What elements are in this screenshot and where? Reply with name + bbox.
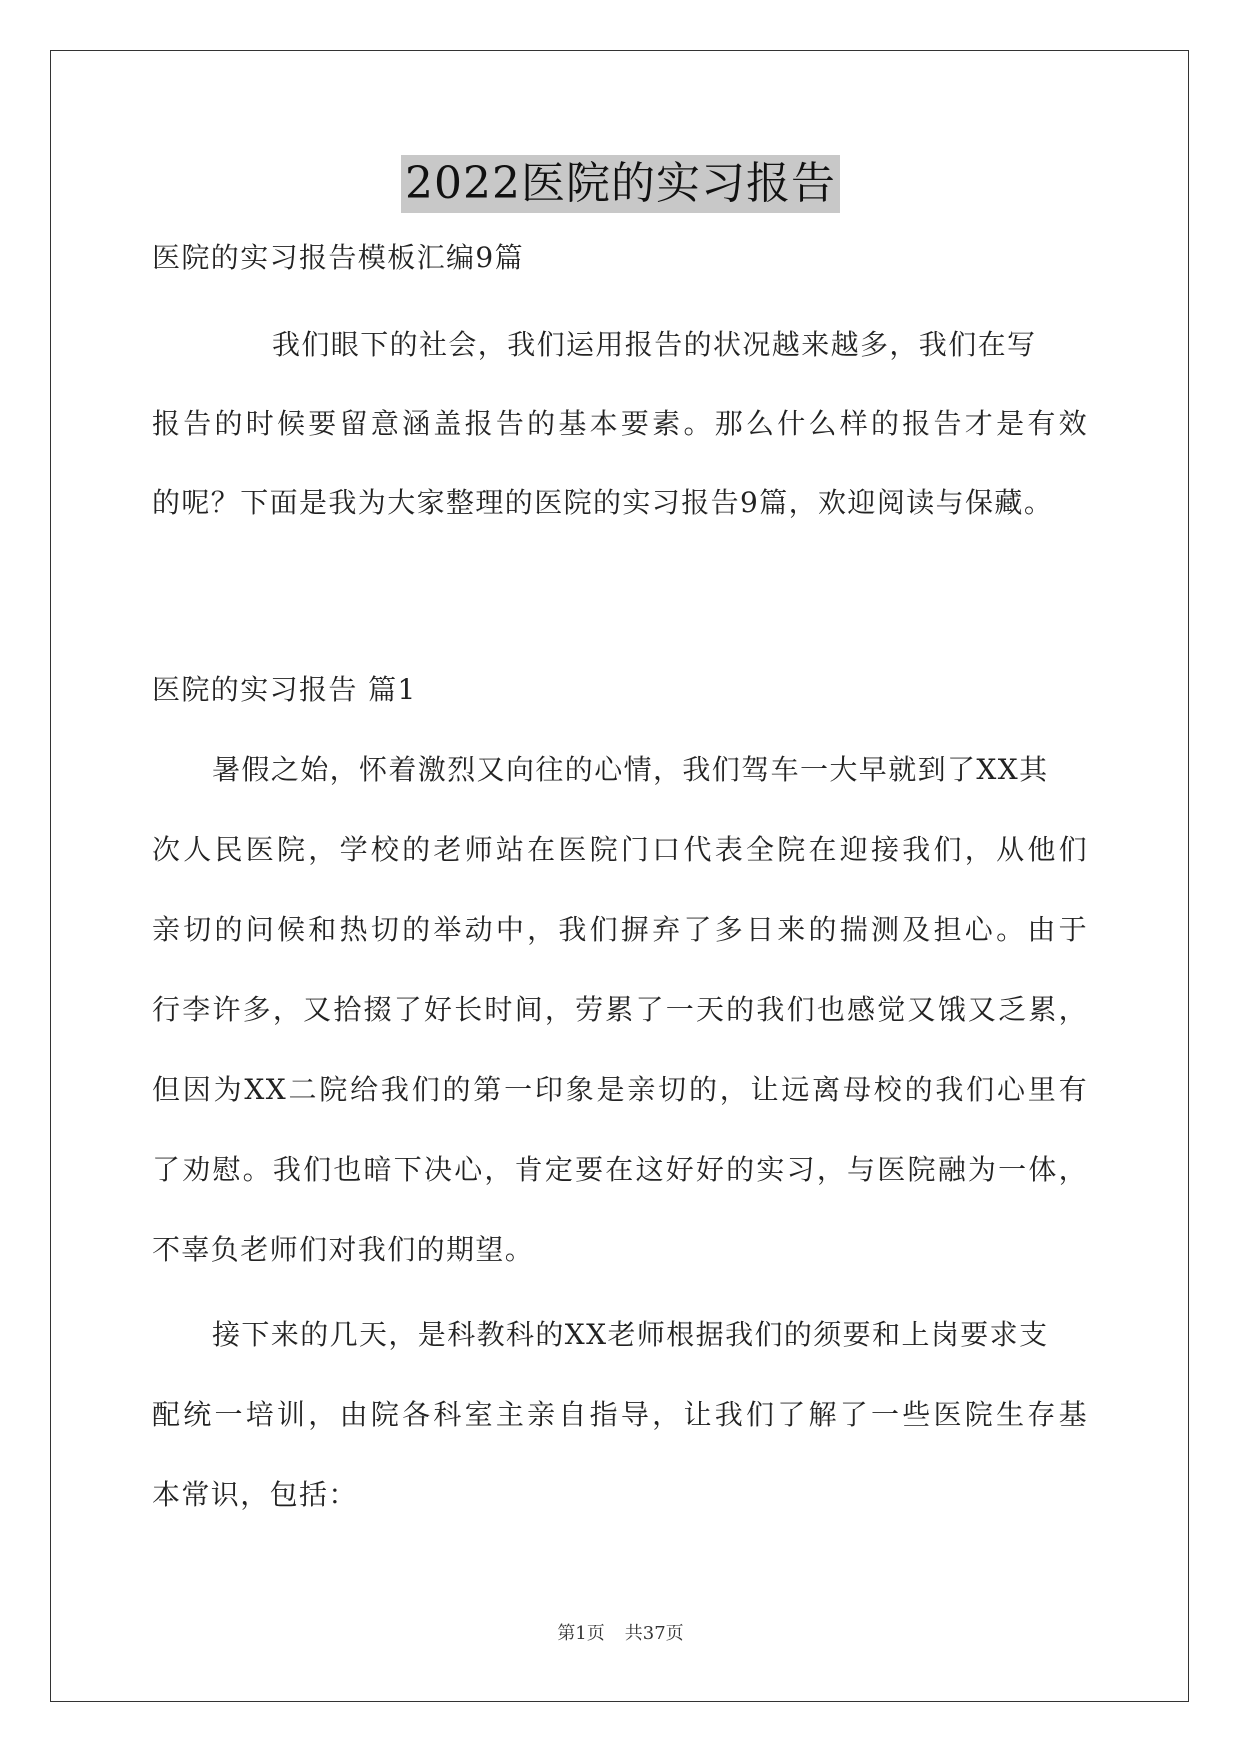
paragraph-line: 亲切的问候和热切的举动中，我们摒弃了多日来的揣测及担心。由于 <box>152 913 1088 946</box>
paragraph-line: 次人民医院，学校的老师站在医院门口代表全院在迎接我们，从他们 <box>152 833 1088 866</box>
page-footer <box>0 1622 1241 1646</box>
paragraph-line: 但因为XX二院给我们的第一印象是亲切的，让远离母校的我们心里有 <box>152 1073 1088 1106</box>
paragraph-line: 本常识，包括： <box>152 1478 358 1511</box>
paragraph-line: 不辜负老师们对我们的期望。 <box>152 1233 535 1266</box>
page-number: 第1页 <box>557 1623 605 1644</box>
intro-line-1: 我们眼下的社会，我们运用报告的状况越来越多，我们在写 <box>272 328 1037 361</box>
total-pages: 共37页 <box>624 1623 684 1644</box>
document-title: 2022医院的实习报告 <box>401 155 840 213</box>
page-border <box>50 50 1189 1702</box>
paragraph-line: 暑假之始，怀着激烈又向往的心情，我们驾车一大早就到了XX其 <box>212 753 1049 786</box>
intro-line-2: 报告的时候要留意涵盖报告的基本要素。那么什么样的报告才是有效 <box>152 407 1088 440</box>
intro-line-3: 的呢？下面是我为大家整理的医院的实习报告9篇，欢迎阅读与保藏。 <box>152 486 1054 519</box>
section-heading: 医院的实习报告 篇1 <box>152 673 417 706</box>
paragraph-line: 接下来的几天，是科教科的XX老师根据我们的须要和上岗要求支 <box>212 1318 1049 1351</box>
paragraph-line: 行李许多，又拾掇了好长时间，劳累了一天的我们也感觉又饿又乏累， <box>152 993 1088 1026</box>
title-container <box>0 155 1241 213</box>
paragraph-line: 配统一培训，由院各科室主亲自指导，让我们了解了一些医院生存基 <box>152 1398 1088 1431</box>
document-subtitle: 医院的实习报告模板汇编9篇 <box>152 241 525 274</box>
paragraph-line: 了劝慰。我们也暗下决心，肯定要在这好好的实习，与医院融为一体， <box>152 1153 1088 1186</box>
